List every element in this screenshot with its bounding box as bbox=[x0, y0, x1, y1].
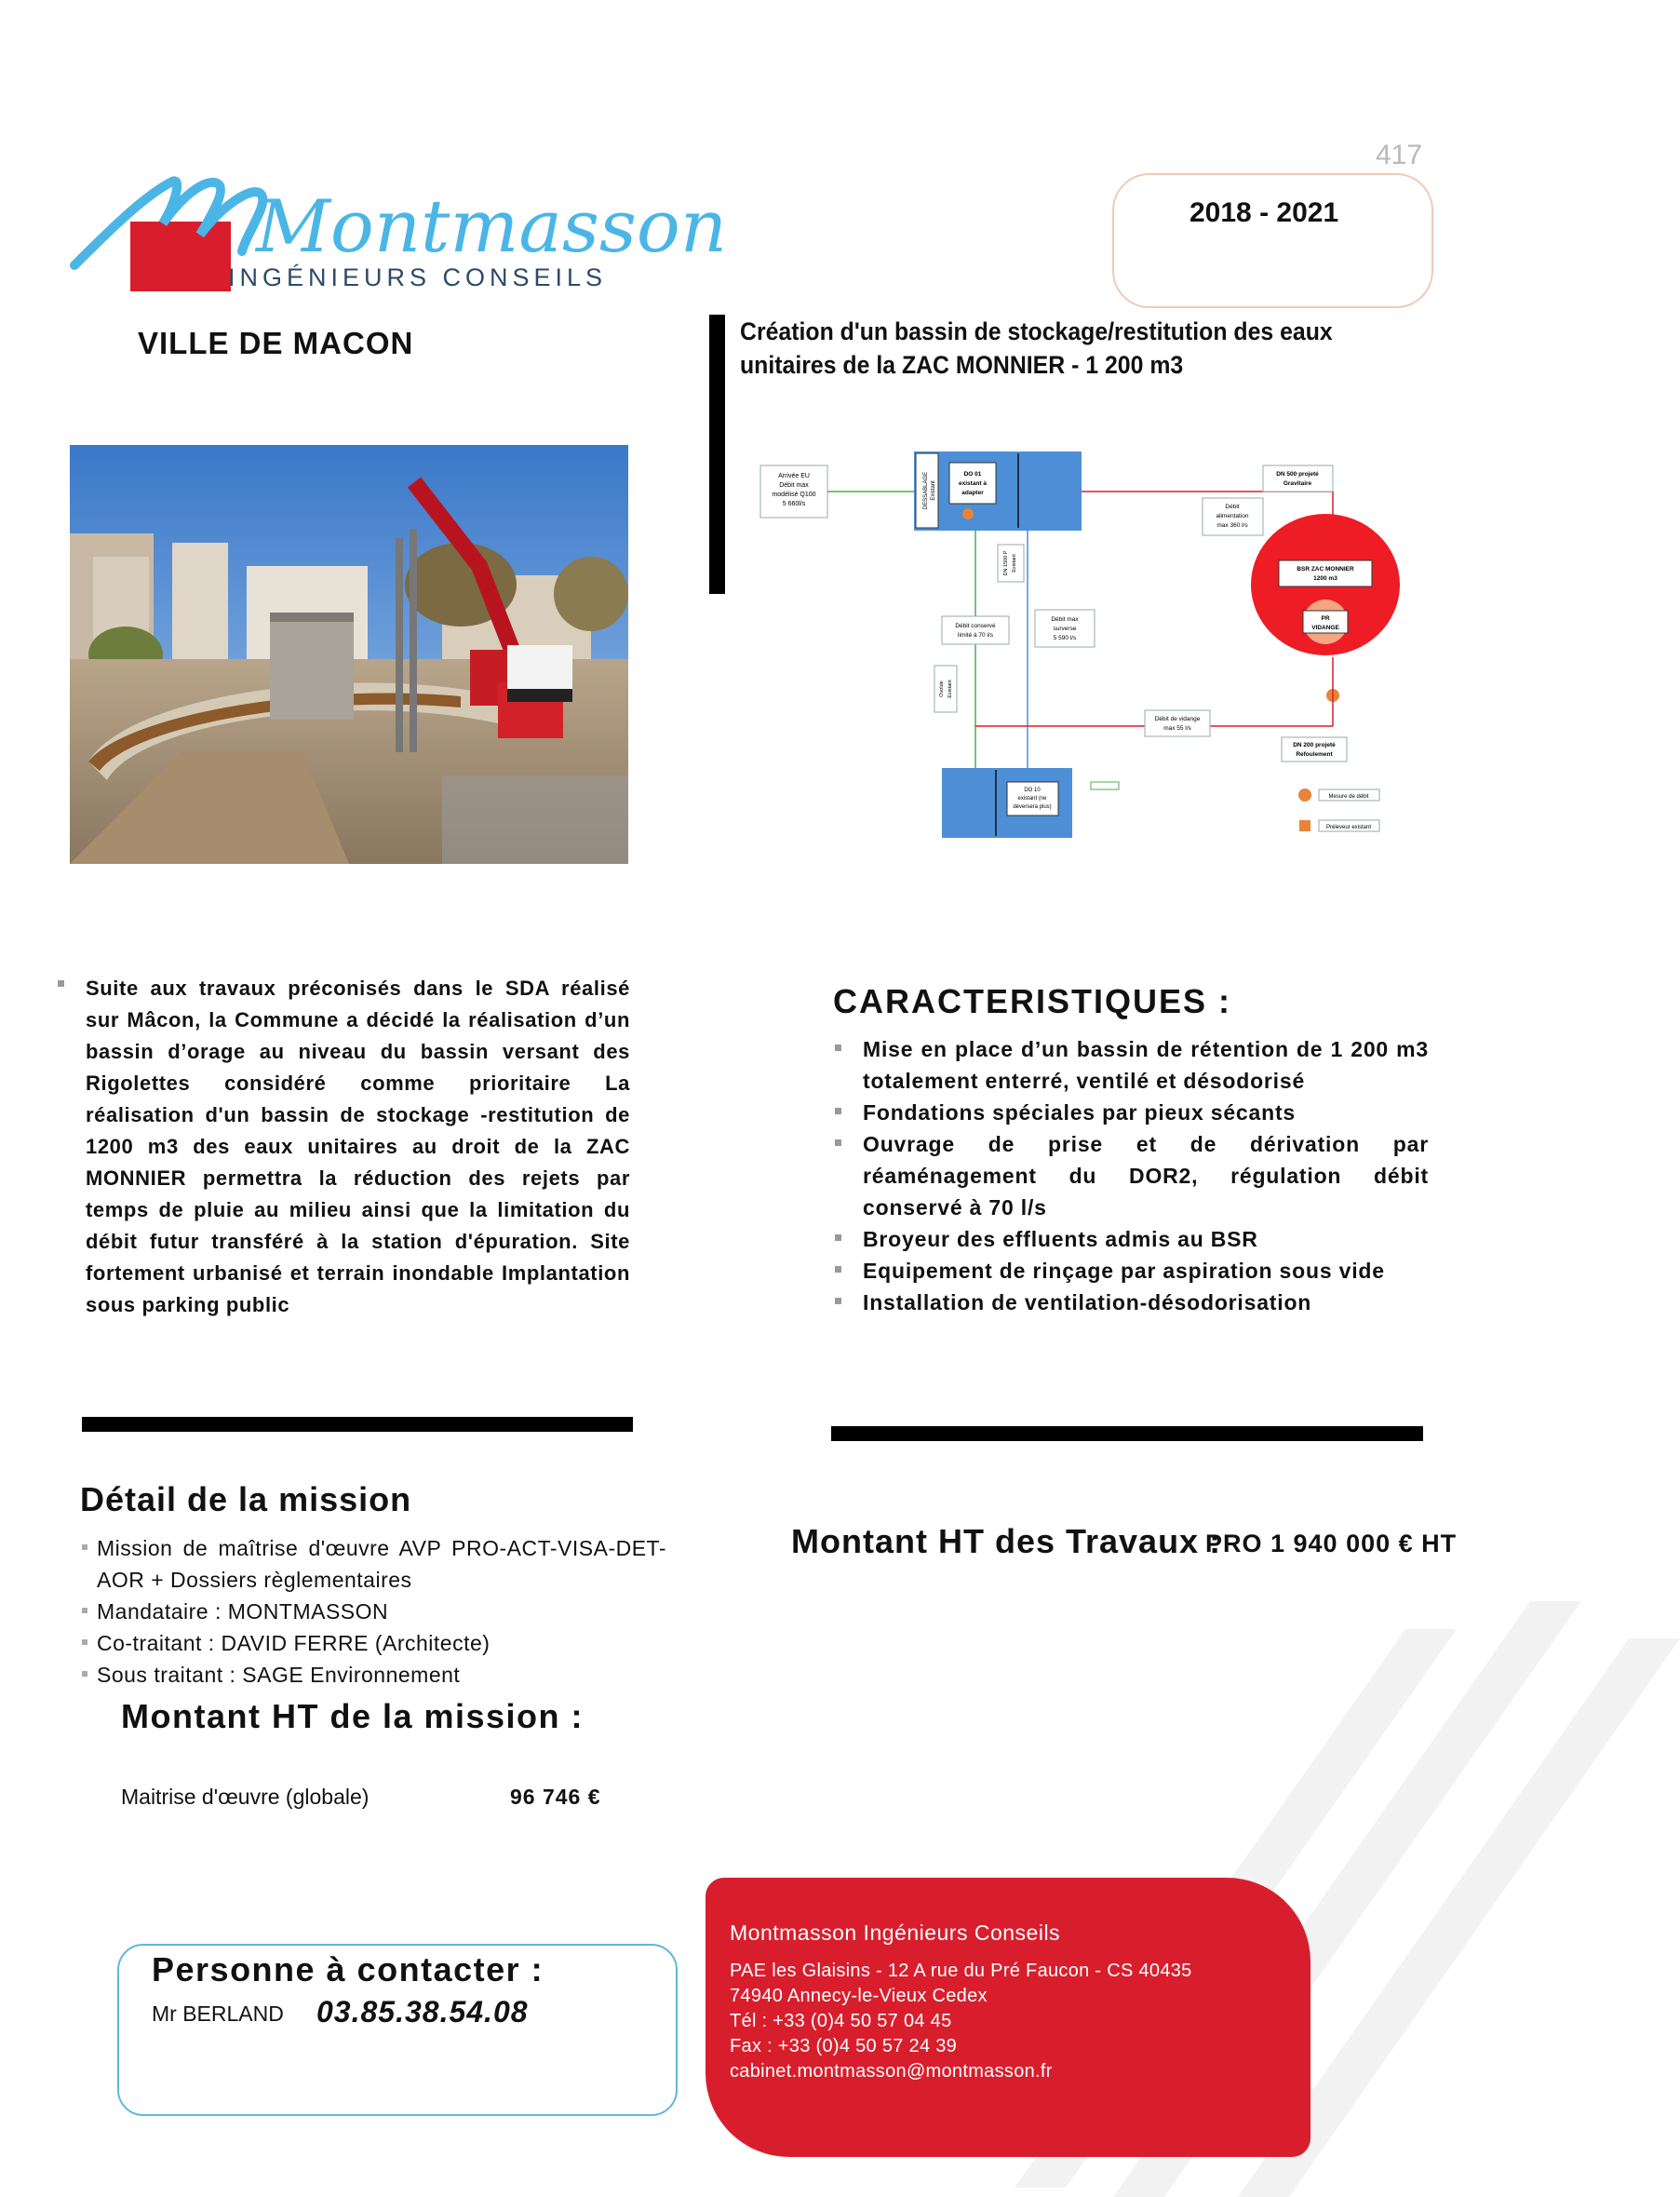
svg-text:Existant: Existant bbox=[931, 480, 936, 501]
svg-text:PR: PR bbox=[1321, 615, 1330, 622]
list-item: Broyeur des effluents admis au BSR bbox=[833, 1223, 1429, 1255]
period-text: 2018 - 2021 bbox=[1189, 197, 1339, 228]
svg-text:adapter: adapter bbox=[961, 490, 984, 496]
svg-text:existant à: existant à bbox=[959, 480, 987, 487]
svg-text:VIDANGE: VIDANGE bbox=[1311, 625, 1339, 631]
works-amount-value: PRO 1 940 000 € HT bbox=[1205, 1530, 1458, 1557]
fee-value: 96 746 € bbox=[510, 1785, 601, 1809]
company-phone: Tél : +33 (0)4 50 57 04 45 bbox=[730, 2011, 952, 2031]
svg-text:max 55 l/s: max 55 l/s bbox=[1163, 725, 1191, 732]
company-name: Montmasson Ingénieurs Conseils bbox=[730, 1921, 1061, 1945]
svg-text:limité à 70 l/s: limité à 70 l/s bbox=[958, 632, 993, 639]
fee-label: Maitrise d'œuvre (globale) bbox=[121, 1785, 370, 1809]
characteristics-title: CARACTERISTIQUES : bbox=[833, 982, 1232, 1020]
list-item: Sous traitant : SAGE Environnement bbox=[80, 1659, 666, 1691]
svg-text:déversera plus): déversera plus) bbox=[1013, 804, 1052, 810]
svg-text:BSR ZAC MONNIER: BSR ZAC MONNIER bbox=[1297, 566, 1354, 573]
svg-text:1200 m3: 1200 m3 bbox=[1313, 575, 1337, 582]
divider bbox=[82, 1417, 633, 1432]
svg-text:Débit: Débit bbox=[1225, 504, 1240, 510]
project-title-line: Création d'un bassin de stockage/restitution des eaux bbox=[740, 317, 1333, 345]
list-item: Equipement de rinçage par aspiration sous vide bbox=[833, 1255, 1429, 1287]
flow-diagram bbox=[756, 438, 1426, 847]
svg-text:5 660l/s: 5 660l/s bbox=[782, 501, 806, 507]
svg-text:Ovoïde: Ovoïde bbox=[939, 681, 945, 697]
project-description bbox=[58, 973, 630, 1321]
list-item: Ouvrage de prise et de dérivation par réaménagement du DOR2, régulation débit conservé à 70 l/s bbox=[833, 1128, 1429, 1223]
svg-text:5 590 l/s: 5 590 l/s bbox=[1053, 635, 1077, 641]
list-item: Mission de maîtrise d'œuvre AVP PRO-ACT-VISA-DET-AOR + Dossiers règlementaires bbox=[80, 1532, 666, 1596]
list-item: Co-traitant : DAVID FERRE (Architecte) bbox=[80, 1627, 666, 1659]
works-amount-label: Montant HT des Travaux : bbox=[791, 1522, 1222, 1560]
divider bbox=[831, 1426, 1423, 1441]
client-name: VILLE DE MACON bbox=[138, 326, 414, 360]
mission-title: Détail de la mission bbox=[80, 1480, 412, 1518]
svg-text:DN 200 projeté: DN 200 projeté bbox=[1293, 742, 1336, 748]
svg-text:modélisé Q100: modélisé Q100 bbox=[772, 492, 816, 498]
title-accent-bar bbox=[709, 315, 725, 594]
company-fax: Fax : +33 (0)4 50 57 24 39 bbox=[730, 2036, 958, 2056]
description-text: Suite aux travaux préconisés dans le SDA réalisé sur Mâcon, la Commune a décidé la réalisation d’un bassin d’orage au niveau du bassin versant des Rigolettes considéré comme prioritaire La réalisation d'un bassin de stockage -restitution de 1200 m3 des eaux unitaires au droit de la ZAC MONNIER permettra la réduction des rejets par temps de pluie au milieu ainsi que la limitation du débit futur transféré à la station d'épuration. Site fortement urbanisé et terrain inondable Implantation sous parking public bbox=[86, 977, 630, 1316]
svg-text:Débit max: Débit max bbox=[1051, 616, 1079, 623]
site-photo bbox=[70, 445, 628, 864]
period-box bbox=[1112, 173, 1433, 308]
svg-text:Préleveur existant: Préleveur existant bbox=[1325, 825, 1372, 830]
company-address: PAE les Glaisins - 12 A rue du Pré Faucon - CS 40435 bbox=[730, 1961, 1192, 1981]
svg-text:DO 01: DO 01 bbox=[963, 471, 982, 478]
contact-title: Personne à contacter : bbox=[152, 1950, 544, 1988]
project-title-line: unitaires de la ZAC MONNIER - 1 200 m3 bbox=[740, 351, 1184, 379]
mission-list bbox=[80, 1532, 666, 1691]
page-number: 417 bbox=[1376, 140, 1423, 170]
svg-text:surverse: surverse bbox=[1053, 626, 1077, 632]
svg-text:max 360 l/s: max 360 l/s bbox=[1216, 522, 1248, 529]
svg-text:Montmasson: Montmasson bbox=[256, 185, 728, 269]
svg-text:DESSABLAGE: DESSABLAGE bbox=[923, 471, 929, 510]
list-item: Installation de ventilation-désodorisation bbox=[833, 1287, 1429, 1318]
svg-text:Gravitaire: Gravitaire bbox=[1283, 480, 1312, 487]
fee-title: Montant HT de la mission : bbox=[121, 1697, 585, 1735]
svg-text:Débit conservé: Débit conservé bbox=[955, 623, 996, 629]
svg-text:Débit de vidange: Débit de vidange bbox=[1154, 716, 1201, 722]
svg-text:Mesure de débit: Mesure de débit bbox=[1328, 794, 1369, 800]
project-title bbox=[740, 315, 1356, 382]
svg-text:Existant: Existant bbox=[948, 680, 953, 698]
list-item: Fondations spéciales par pieux sécants bbox=[833, 1097, 1429, 1128]
bullet-icon bbox=[58, 980, 64, 987]
contact-name: Mr BERLAND bbox=[152, 2002, 284, 2026]
logo-subtitle: INGÉNIEURS CONSEILS bbox=[228, 263, 608, 291]
svg-text:DN 1500 P: DN 1500 P bbox=[1003, 550, 1009, 576]
list-item: Mise en place d’un bassin de rétention de 1 200 m3 totalement enterré, ventilé et désodorisé bbox=[833, 1033, 1429, 1097]
svg-text:Refoulement: Refoulement bbox=[1296, 751, 1333, 758]
svg-text:existant (ne: existant (ne bbox=[1017, 796, 1047, 802]
list-item: Mandataire : MONTMASSON bbox=[80, 1596, 666, 1627]
contact-phone: 03.85.38.54.08 bbox=[316, 1995, 529, 2029]
svg-text:DO 10: DO 10 bbox=[1024, 788, 1041, 793]
svg-text:alimentation: alimentation bbox=[1216, 513, 1249, 519]
company-email[interactable]: cabinet.montmasson@montmasson.fr bbox=[730, 2061, 1053, 2082]
characteristics-list bbox=[833, 1033, 1429, 1318]
svg-text:Arrivée EU: Arrivée EU bbox=[778, 473, 810, 479]
svg-text:Existant: Existant bbox=[1012, 554, 1017, 573]
company-city: 74940 Annecy-le-Vieux Cedex bbox=[730, 1986, 988, 2006]
svg-text:Débit max: Débit max bbox=[779, 482, 809, 489]
svg-text:DN 500 projeté: DN 500 projeté bbox=[1276, 471, 1319, 478]
